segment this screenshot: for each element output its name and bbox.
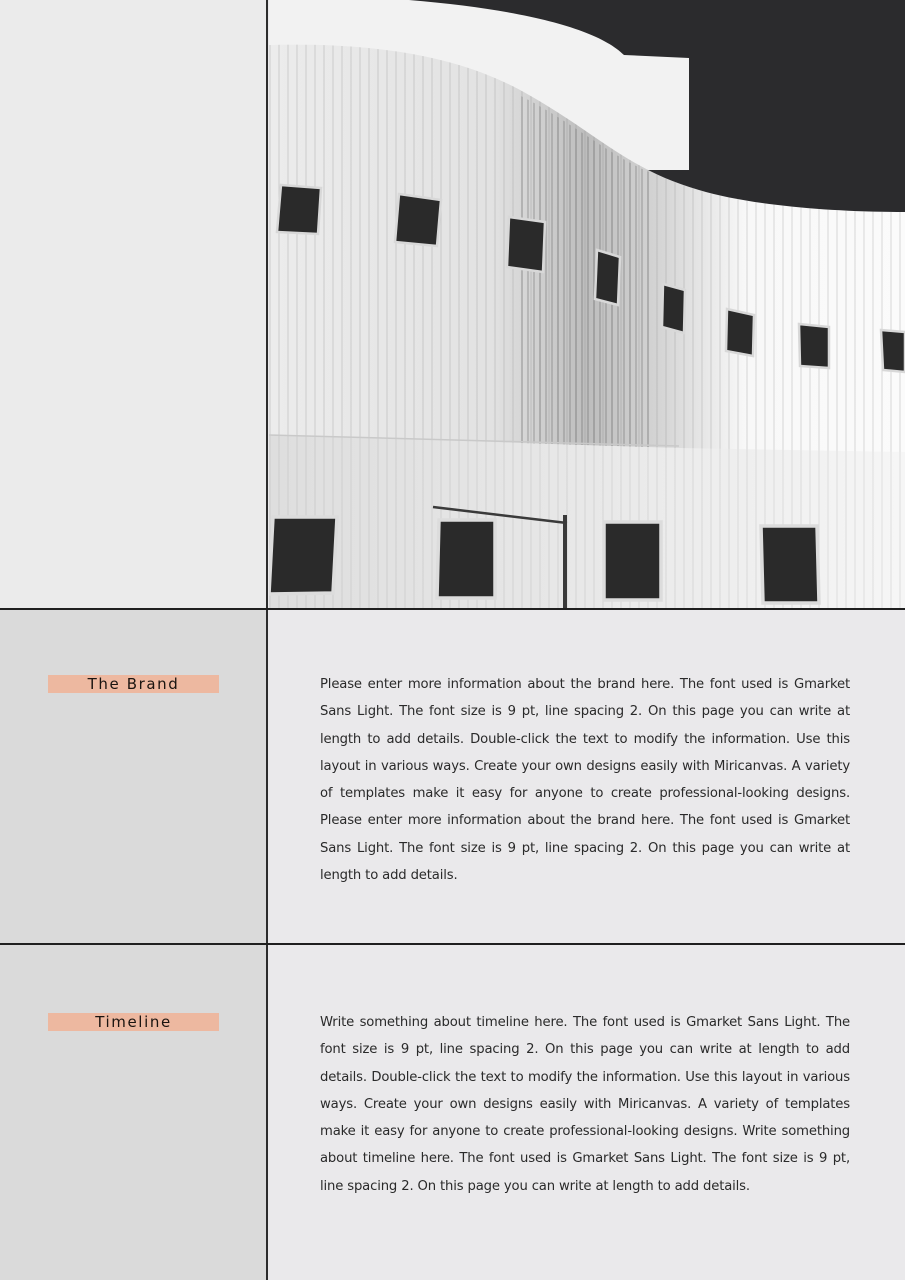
horizontal-divider-bottom (0, 943, 905, 945)
vertical-divider (266, 0, 268, 1280)
section-label-text: The Brand (87, 675, 180, 693)
section-label-text: Timeline (95, 1013, 172, 1031)
horizontal-divider-top (0, 608, 905, 610)
building-photo (269, 0, 905, 609)
top-left-blank-panel (0, 0, 267, 609)
brand-label-panel (0, 610, 267, 944)
building-photo-image (269, 0, 905, 609)
section-label-timeline (48, 1013, 219, 1031)
section-label-the-brand (48, 675, 219, 693)
timeline-body-text[interactable]: Write something about timeline here. The font used is Gmarket Sans Light. The font size is 9 pt, line spacing 2. On this page you can write at length to add details. Double-click the text to modify the information. Use this layout in various ways. Create your own designs easily with Miricanvas. A variety of templates make it easy for anyone to create professional-looking designs. Write something about timeline here. The font used is Gmarket Sans Light. The font size is 9 pt, line spacing 2. On this page you can write at length to add details. (320, 1015, 850, 1194)
brand-body-text[interactable]: Please enter more information about the brand here. The font used is Gmarket Sans Light. The font size is 9 pt, line spacing 2. On this page you can write at length to add details. Double-click the text to modify the information. Use this layout in various ways. Create your own designs easily with Miricanvas. A variety of templates make it easy for anyone to create professional-looking designs. Please enter more information about the brand here. The font used is Gmarket Sans Light. The font size is 9 pt, line spacing 2. On this page you can write at length to add details. (320, 677, 850, 884)
timeline-label-panel (0, 945, 267, 1280)
